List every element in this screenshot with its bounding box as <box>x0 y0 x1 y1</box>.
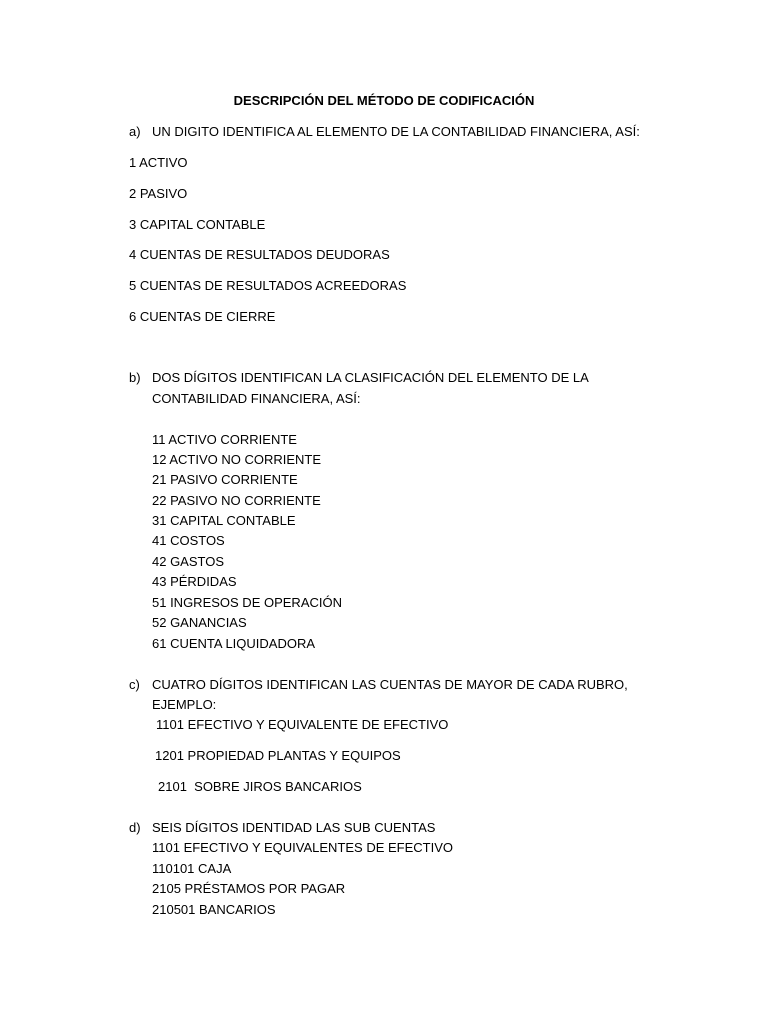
section-a-item: 4 CUENTAS DE RESULTADOS DEUDORAS <box>129 247 390 262</box>
section-d-item: 2105 PRÉSTAMOS POR PAGAR <box>152 881 346 896</box>
section-b-item: 42 GASTOS <box>152 554 225 569</box>
section-d-marker: d) <box>129 820 141 835</box>
section-d-item: 110101 CAJA <box>152 861 232 876</box>
section-a-item: 3 CAPITAL CONTABLE <box>129 217 266 232</box>
section-d-heading: SEIS DÍGITOS IDENTIDAD LAS SUB CUENTAS <box>152 820 436 835</box>
section-b-item: 43 PÉRDIDAS <box>152 574 237 589</box>
section-b-marker: b) <box>129 370 141 385</box>
section-c-item: 2101 SOBRE JIROS BANCARIOS <box>158 779 362 794</box>
section-d-item: 210501 BANCARIOS <box>152 902 276 917</box>
section-b-item: 61 CUENTA LIQUIDADORA <box>152 636 316 651</box>
section-b-item: 52 GANANCIAS <box>152 615 247 630</box>
section-c-item: 1201 PROPIEDAD PLANTAS Y EQUIPOS <box>155 748 401 763</box>
section-d-item: 1101 EFECTIVO Y EQUIVALENTES DE EFECTIVO <box>152 840 454 855</box>
document-title: DESCRIPCIÓN DEL MÉTODO DE CODIFICACIÓN <box>233 93 535 108</box>
section-c-heading-line2: EJEMPLO: <box>152 697 217 712</box>
section-b-item: 51 INGRESOS DE OPERACIÓN <box>152 595 342 610</box>
section-b-heading-line1: DOS DÍGITOS IDENTIFICAN LA CLASIFICACIÓN DEL ELEMENTO DE LA <box>152 370 589 385</box>
section-a-marker: a) <box>129 124 141 139</box>
section-a-heading: UN DIGITO IDENTIFICA AL ELEMENTO DE LA CONTABILIDAD FINANCIERA, ASÍ: <box>152 124 640 139</box>
section-b-item: 12 ACTIVO NO CORRIENTE <box>152 452 322 467</box>
section-b-item: 21 PASIVO CORRIENTE <box>152 472 298 487</box>
section-a-item: 1 ACTIVO <box>129 155 188 170</box>
section-b-heading-line2: CONTABILIDAD FINANCIERA, ASÍ: <box>152 391 361 406</box>
section-b-item: 22 PASIVO NO CORRIENTE <box>152 493 321 508</box>
section-c-item: 1101 EFECTIVO Y EQUIVALENTE DE EFECTIVO <box>156 717 449 732</box>
section-b-item: 41 COSTOS <box>152 533 225 548</box>
section-b-item: 11 ACTIVO CORRIENTE <box>152 432 297 447</box>
section-b-item: 31 CAPITAL CONTABLE <box>152 513 296 528</box>
section-a-item: 5 CUENTAS DE RESULTADOS ACREEDORAS <box>129 278 407 293</box>
section-c-heading-line1: CUATRO DÍGITOS IDENTIFICAN LAS CUENTAS DE MAYOR DE CADA RUBRO, <box>152 677 628 692</box>
section-a-item: 2 PASIVO <box>129 186 188 201</box>
section-c-marker: c) <box>129 677 140 692</box>
section-a-item: 6 CUENTAS DE CIERRE <box>129 309 276 324</box>
